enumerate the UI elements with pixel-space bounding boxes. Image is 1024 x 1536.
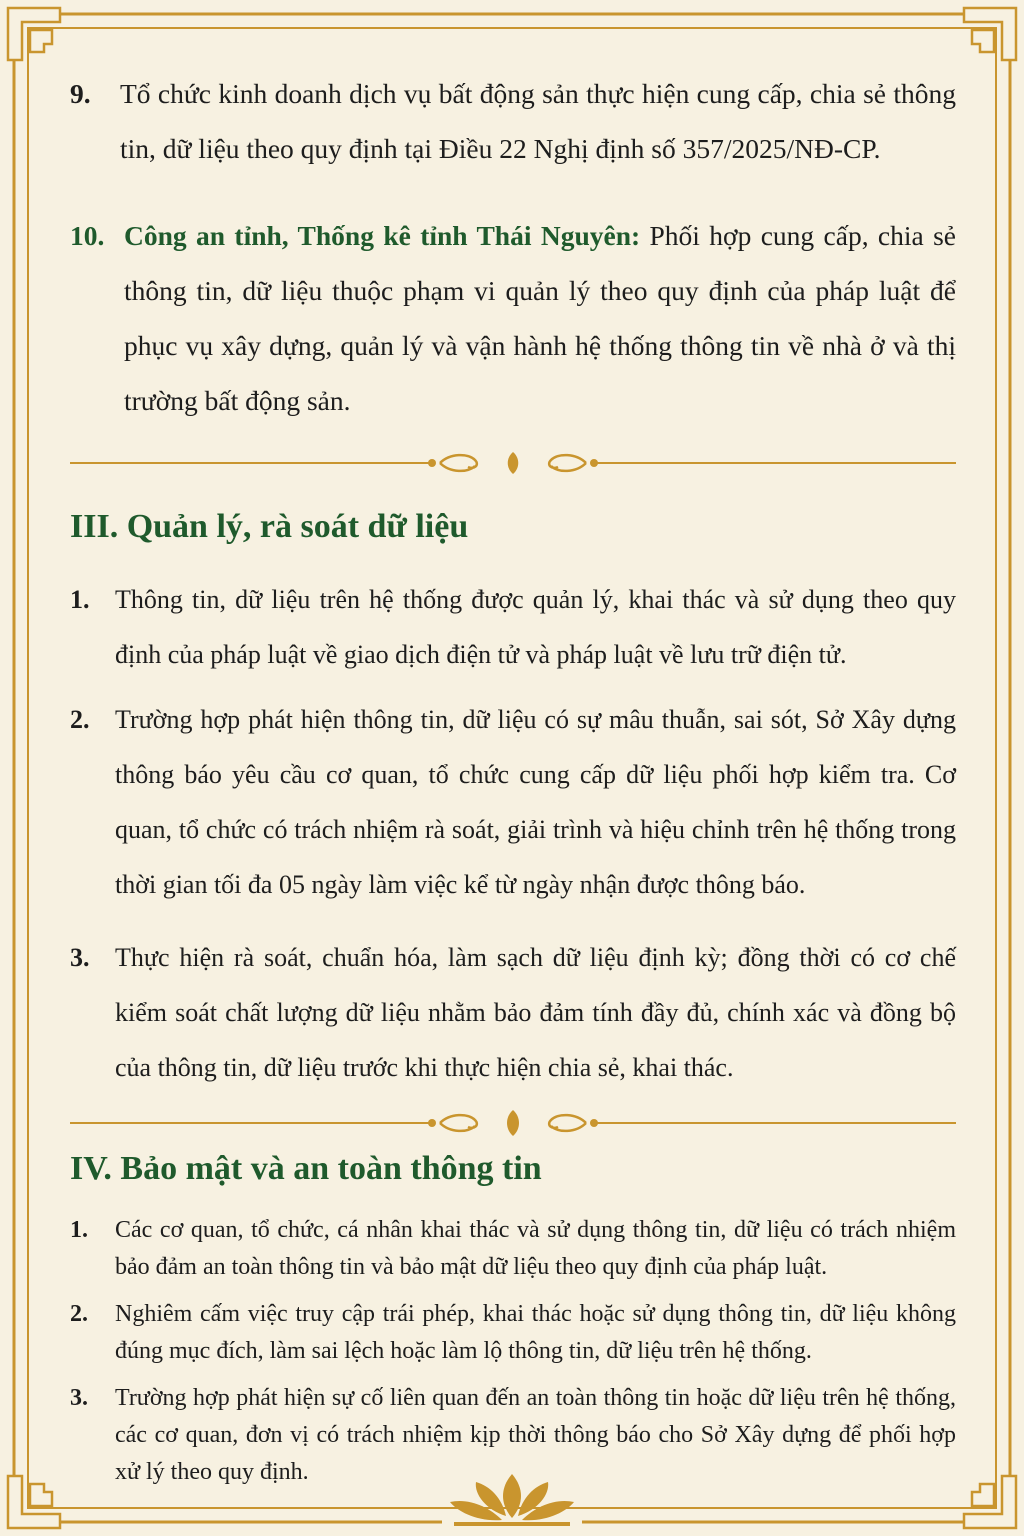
item-number: 2. <box>70 1301 88 1327</box>
list-item <box>70 692 956 912</box>
section-heading: III. Quản lý, rà soát dữ liệu <box>70 508 469 545</box>
item-number: 3. <box>70 1385 88 1411</box>
item-number: 2. <box>70 705 90 734</box>
item-number: 1. <box>70 585 90 614</box>
list-item <box>70 1212 956 1286</box>
item-text: Thông tin, dữ liệu trên hệ thống được quản lý, khai thác và sử dụng theo quy định của pháp luật về giao dịch điện tử và pháp luật về lưu trữ điện tử. <box>115 585 956 669</box>
section-heading: IV. Bảo mật và an toàn thông tin <box>70 1150 542 1187</box>
list-item <box>70 572 956 682</box>
ornamental-divider <box>70 1108 956 1138</box>
item-text: Phối hợp cung cấp, chia sẻ thông tin, dữ liệu thuộc phạm vi quản lý theo quy định của pháp luật để phục vụ xây dựng, quản lý và vận hành hệ thống thông tin về nhà ở và thị trường bất động sản. <box>124 220 956 416</box>
item-text: Trường hợp phát hiện thông tin, dữ liệu có sự mâu thuẫn, sai sót, Sở Xây dựng thông báo yêu cầu cơ quan, tổ chức cung cấp dữ liệu phối hợp kiểm tra. Cơ quan, tổ chức có trách nhiệm rà soát, giải trình và hiệu chỉnh trên hệ thống trong thời gian tối đa 05 ngày làm việc kể từ ngày nhận được thông báo. <box>115 705 956 899</box>
item-text: Thực hiện rà soát, chuẩn hóa, làm sạch dữ liệu định kỳ; đồng thời có cơ chế kiểm soát chất lượng dữ liệu nhằm bảo đảm tính đầy đủ, chính xác và đồng bộ của thông tin, dữ liệu trước khi thực hiện chia sẻ, khai thác. <box>115 943 956 1082</box>
ornamental-divider <box>70 448 956 478</box>
item-text-block <box>124 208 956 428</box>
item-text: Nghiêm cấm việc truy cập trái phép, khai thác hoặc sử dụng thông tin, dữ liệu không đúng mục đích, làm sai lệch hoặc làm lộ thông tin, dữ liệu trên hệ thống. <box>115 1301 956 1364</box>
list-item <box>70 930 956 1095</box>
list-item <box>70 1296 956 1370</box>
list-item <box>70 66 956 176</box>
item-text: Tổ chức kinh doanh dịch vụ bất động sản thực hiện cung cấp, chia sẻ thông tin, dữ liệu theo quy định tại Điều 22 Nghị định số 357/2025/NĐ-CP. <box>120 78 956 164</box>
item-text: Trường hợp phát hiện sự cố liên quan đến an toàn thông tin hoặc dữ liệu trên hệ thống, các cơ quan, đơn vị có trách nhiệm kịp thời thông báo cho Sở Xây dựng để phối hợp xử lý theo quy định. <box>115 1385 956 1485</box>
item-number: 10. <box>70 220 105 251</box>
list-item <box>70 1380 956 1491</box>
list-item <box>70 208 956 428</box>
item-text: Các cơ quan, tổ chức, cá nhân khai thác và sử dụng thông tin, dữ liệu có trách nhiệm bảo đảm an toàn thông tin và bảo mật dữ liệu theo quy định của pháp luật. <box>115 1217 956 1280</box>
item-number: 9. <box>70 78 91 109</box>
item-number: 1. <box>70 1217 88 1243</box>
item-lead: Công an tỉnh, Thống kê tỉnh Thái Nguyên: <box>124 220 641 251</box>
item-number: 3. <box>70 943 90 972</box>
